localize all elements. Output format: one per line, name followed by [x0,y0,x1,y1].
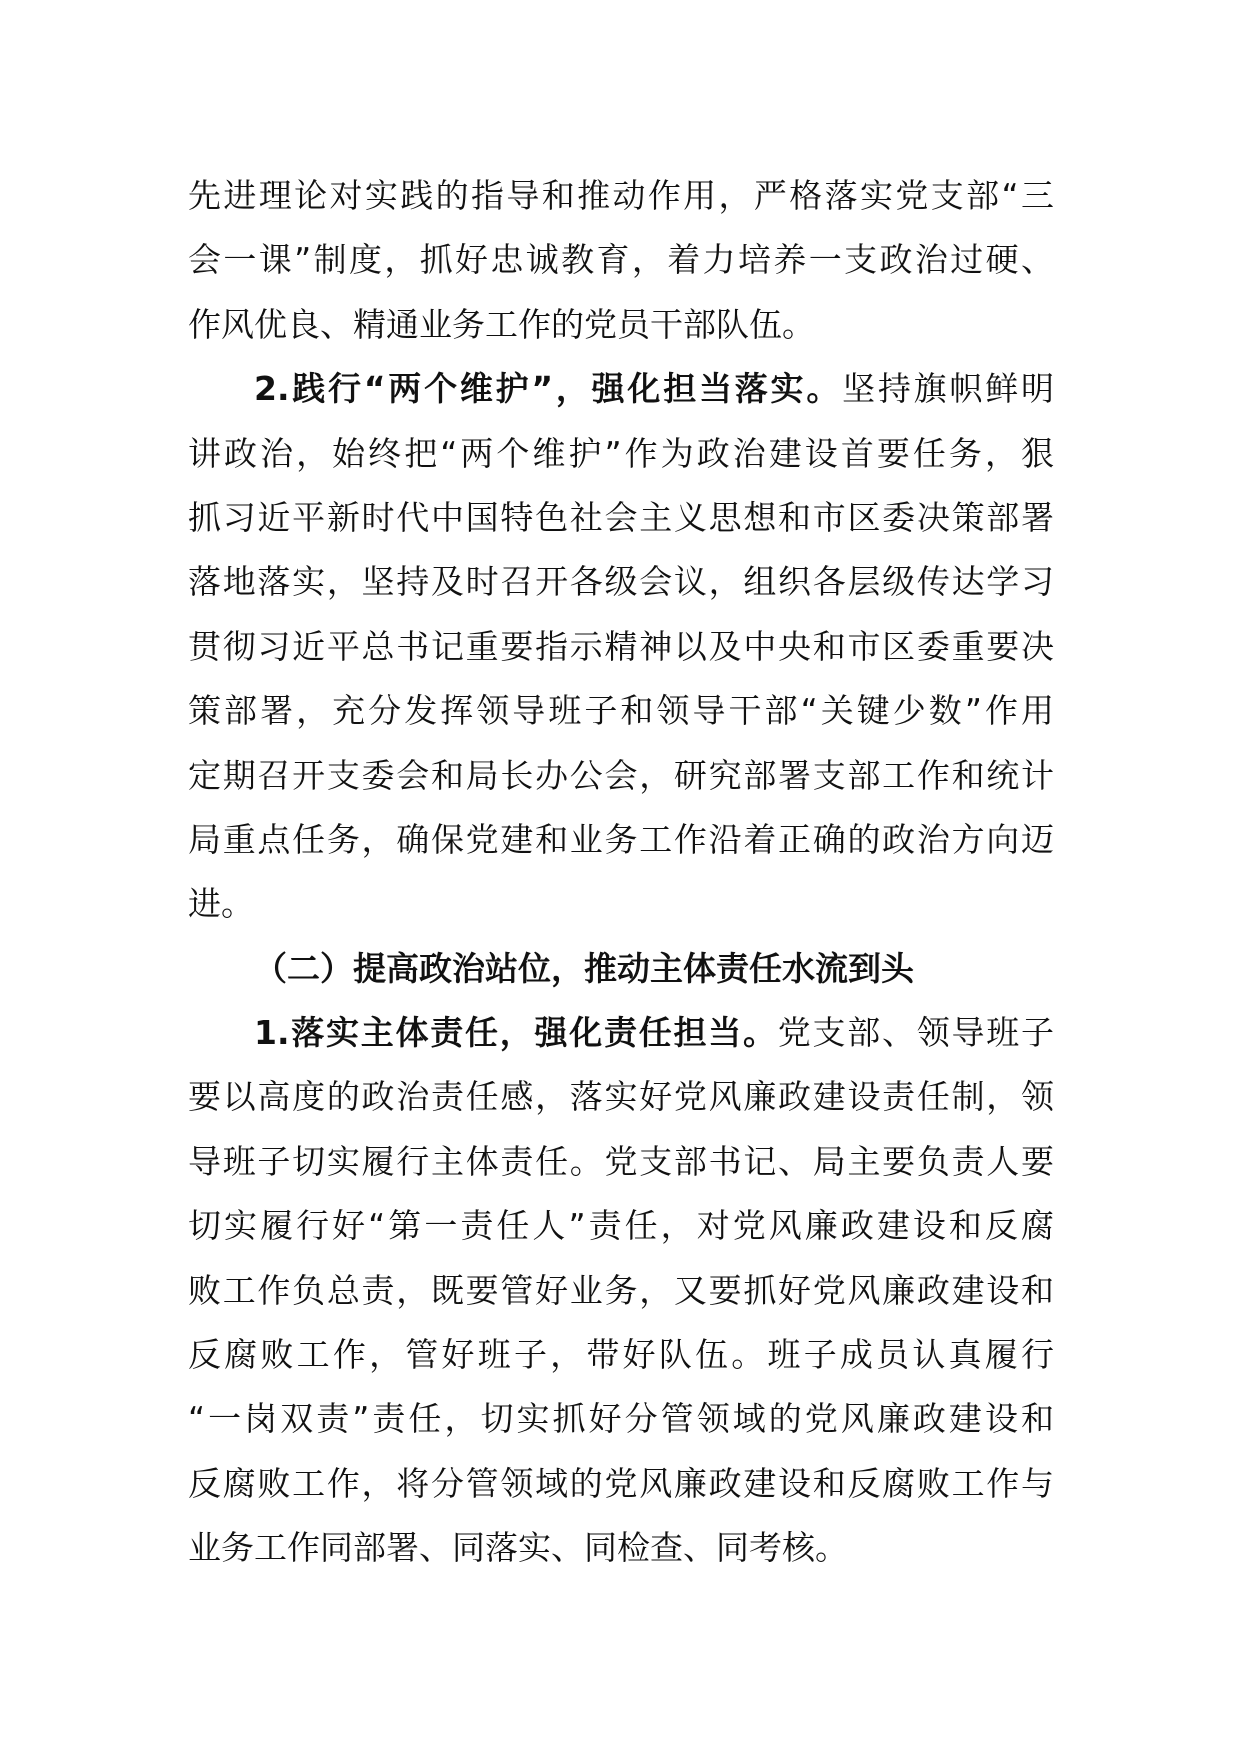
text-line: 导班子切实履行主体责任。党支部书记、局主要负责人要 [188,1141,1054,1181]
subsection-lead-line [188,1001,1054,1065]
text-segment: 坚持旗帜鲜明 [842,369,1055,409]
text-line: 讲政治，始终把“两个维护”作为政治建设首要任务，狠 [188,433,1054,473]
text-line: 反腐败工作，将分管领域的党风廉政建设和反腐败工作与 [188,1463,1054,1503]
text-line: 落地落实，坚持及时召开各级会议，组织各层级传达学习 [188,562,1054,602]
text-line: 业务工作同部署、同落实、同检查、同考核。 [188,1528,848,1568]
text-line: 败工作负总责，既要管好业务，又要抓好党风廉政建设和 [188,1270,1054,1310]
text-line: “一岗双责”责任，切实抓好分管领域的党风廉政建设和 [188,1399,1054,1439]
text-line: 贯彻习近平总书记重要指示精神以及中央和市区委重要决 [188,626,1054,666]
section-heading [188,937,1054,1001]
subsection-title: 2.践行“两个维护”，强化担当落实。 [254,369,843,409]
section-heading-text: （二）提高政治站位，推动主体责任水流到头 [254,948,914,988]
text-line: 要以高度的政治责任感，落实好党风廉政建设责任制，领 [188,1077,1054,1117]
text-line: 反腐败工作，管好班子，带好队伍。班子成员认真履行 [188,1335,1054,1375]
subsection-lead-line [188,357,1054,421]
text-line: 会一课”制度，抓好忠诚教育，着力培养一支政治过硬、 [188,240,1054,280]
text-line: 抓习近平新时代中国特色社会主义思想和市区委决策部署 [188,497,1054,537]
text-line: 策部署，充分发挥领导班子和领导干部“关键少数”作用 [188,691,1054,731]
text-segment: 党支部、领导班子 [777,1013,1054,1053]
document-body [188,164,1054,1581]
text-line: 先进理论对实践的指导和推动作用，严格落实党支部“三 [188,176,1054,215]
subsection-title: 1.落实主体责任，强化责任担当。 [254,1013,778,1053]
text-line: 切实履行好“第一责任人”责任，对党风廉政建设和反腐 [188,1206,1054,1246]
text-line: 局重点任务，确保党建和业务工作沿着正确的政治方向迈 [188,819,1054,859]
text-line: 进。 [188,884,254,924]
text-line: 定期召开支委会和局长办公会，研究部署支部工作和统计 [188,755,1054,795]
text-line: 作风优良、精通业务工作的党员干部队伍。 [188,304,815,344]
